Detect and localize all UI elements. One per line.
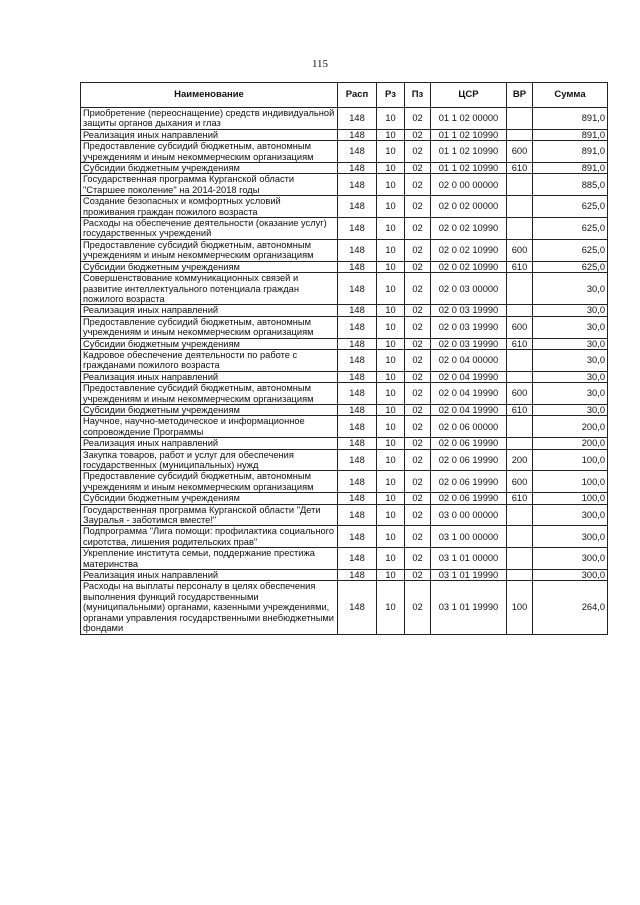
cell-name: Государственная программа Курганской области "Дети Зауралья - заботимся вместе!" [81, 504, 338, 526]
cell-sum: 100,0 [533, 471, 608, 493]
cell-vr [507, 570, 533, 581]
cell-pz: 02 [405, 404, 431, 415]
cell-vr [507, 504, 533, 526]
cell-sum: 300,0 [533, 504, 608, 526]
cell-rz: 10 [377, 349, 405, 371]
cell-csr: 01 1 02 10990 [431, 141, 507, 163]
cell-rz: 10 [377, 239, 405, 261]
cell-pz: 02 [405, 383, 431, 405]
cell-name: Предоставление субсидий бюджетным, автономным учреждениям и иным некоммерческим организациям [81, 239, 338, 261]
cell-csr: 02 0 02 10990 [431, 239, 507, 261]
cell-pz: 02 [405, 141, 431, 163]
cell-rasp: 148 [338, 438, 377, 449]
cell-pz: 02 [405, 371, 431, 382]
cell-csr: 01 1 02 00000 [431, 108, 507, 130]
cell-name: Приобретение (переоснащение) средств индивидуальной защиты органов дыхания и глаз [81, 108, 338, 130]
cell-name: Реализация иных направлений [81, 129, 338, 140]
cell-pz: 02 [405, 305, 431, 316]
cell-sum: 30,0 [533, 349, 608, 371]
cell-vr [507, 416, 533, 438]
table-row [81, 316, 608, 338]
cell-name: Реализация иных направлений [81, 371, 338, 382]
cell-sum: 625,0 [533, 196, 608, 218]
cell-csr: 02 0 04 19990 [431, 383, 507, 405]
table-row [81, 349, 608, 371]
table-row [81, 471, 608, 493]
cell-csr: 02 0 04 19990 [431, 404, 507, 415]
cell-rasp: 148 [338, 548, 377, 570]
table-row [81, 493, 608, 504]
header-vr: ВР [507, 83, 533, 108]
cell-rz: 10 [377, 526, 405, 548]
cell-rz: 10 [377, 108, 405, 130]
cell-csr: 03 0 00 00000 [431, 504, 507, 526]
cell-rz: 10 [377, 449, 405, 471]
cell-rasp: 148 [338, 581, 377, 634]
cell-vr: 610 [507, 261, 533, 272]
cell-vr: 100 [507, 581, 533, 634]
cell-rasp: 148 [338, 449, 377, 471]
cell-csr: 02 0 06 19990 [431, 438, 507, 449]
cell-name: Предоставление субсидий бюджетным, автономным учреждениям и иным некоммерческим организациям [81, 383, 338, 405]
cell-rz: 10 [377, 196, 405, 218]
cell-sum: 200,0 [533, 438, 608, 449]
cell-csr: 02 0 03 19990 [431, 338, 507, 349]
cell-vr: 600 [507, 383, 533, 405]
cell-name: Государственная программа Курганской области "Старшее поколение" на 2014-2018 годы [81, 174, 338, 196]
cell-vr [507, 196, 533, 218]
cell-name: Закупка товаров, работ и услуг для обеспечения государственных (муниципальных) нужд [81, 449, 338, 471]
cell-pz: 02 [405, 316, 431, 338]
cell-rasp: 148 [338, 163, 377, 174]
table-row [81, 383, 608, 405]
table-row [81, 570, 608, 581]
header-name: Наименование [81, 83, 338, 108]
cell-sum: 625,0 [533, 218, 608, 240]
cell-vr [507, 371, 533, 382]
cell-sum: 300,0 [533, 526, 608, 548]
table-row [81, 174, 608, 196]
cell-pz: 02 [405, 449, 431, 471]
cell-csr: 03 1 00 00000 [431, 526, 507, 548]
cell-rasp: 148 [338, 305, 377, 316]
table-row [81, 141, 608, 163]
cell-rz: 10 [377, 305, 405, 316]
cell-csr: 02 0 06 00000 [431, 416, 507, 438]
cell-csr: 02 0 02 10990 [431, 261, 507, 272]
cell-name: Субсидии бюджетным учреждениям [81, 493, 338, 504]
cell-rasp: 148 [338, 504, 377, 526]
cell-vr: 600 [507, 239, 533, 261]
cell-rz: 10 [377, 141, 405, 163]
table-row [81, 196, 608, 218]
cell-csr: 02 0 02 10990 [431, 218, 507, 240]
cell-pz: 02 [405, 239, 431, 261]
table-row [81, 163, 608, 174]
cell-pz: 02 [405, 349, 431, 371]
cell-pz: 02 [405, 493, 431, 504]
cell-rasp: 148 [338, 239, 377, 261]
cell-sum: 264,0 [533, 581, 608, 634]
cell-vr: 610 [507, 163, 533, 174]
cell-vr: 600 [507, 141, 533, 163]
cell-sum: 30,0 [533, 338, 608, 349]
cell-name: Подпрограмма "Лига помощи: профилактика социального сиротства, лишения родительских прав" [81, 526, 338, 548]
cell-sum: 891,0 [533, 108, 608, 130]
cell-pz: 02 [405, 196, 431, 218]
cell-rasp: 148 [338, 570, 377, 581]
table-row [81, 581, 608, 634]
cell-vr: 610 [507, 493, 533, 504]
table-row [81, 239, 608, 261]
table-row [81, 438, 608, 449]
cell-sum: 891,0 [533, 129, 608, 140]
cell-csr: 02 0 03 19990 [431, 305, 507, 316]
cell-pz: 02 [405, 548, 431, 570]
cell-name: Укрепление института семьи, поддержание престижа материнства [81, 548, 338, 570]
cell-rasp: 148 [338, 371, 377, 382]
cell-vr: 610 [507, 338, 533, 349]
cell-rz: 10 [377, 174, 405, 196]
cell-rz: 10 [377, 261, 405, 272]
table-row [81, 449, 608, 471]
cell-csr: 02 0 06 19990 [431, 471, 507, 493]
table-body [81, 108, 608, 635]
cell-rasp: 148 [338, 196, 377, 218]
cell-name: Научное, научно-методическое и информационное сопровождение Программы [81, 416, 338, 438]
cell-rasp: 148 [338, 108, 377, 130]
cell-rz: 10 [377, 129, 405, 140]
cell-csr: 02 0 00 00000 [431, 174, 507, 196]
cell-rz: 10 [377, 338, 405, 349]
cell-vr [507, 129, 533, 140]
cell-rz: 10 [377, 371, 405, 382]
table-row [81, 129, 608, 140]
cell-vr [507, 108, 533, 130]
cell-pz: 02 [405, 261, 431, 272]
cell-pz: 02 [405, 504, 431, 526]
table-row [81, 261, 608, 272]
cell-name: Предоставление субсидий бюджетным, автономным учреждениям и иным некоммерческим организациям [81, 141, 338, 163]
cell-rz: 10 [377, 581, 405, 634]
cell-pz: 02 [405, 218, 431, 240]
cell-rz: 10 [377, 316, 405, 338]
cell-rz: 10 [377, 548, 405, 570]
cell-sum: 30,0 [533, 383, 608, 405]
cell-rz: 10 [377, 493, 405, 504]
cell-csr: 03 1 01 19990 [431, 581, 507, 634]
cell-rz: 10 [377, 416, 405, 438]
cell-name: Предоставление субсидий бюджетным, автономным учреждениям и иным некоммерческим организациям [81, 471, 338, 493]
cell-rasp: 148 [338, 316, 377, 338]
cell-pz: 02 [405, 163, 431, 174]
cell-rz: 10 [377, 163, 405, 174]
cell-csr: 02 0 04 19990 [431, 371, 507, 382]
table-row [81, 548, 608, 570]
cell-sum: 100,0 [533, 449, 608, 471]
cell-rasp: 148 [338, 338, 377, 349]
cell-name: Реализация иных направлений [81, 570, 338, 581]
cell-rasp: 148 [338, 471, 377, 493]
cell-sum: 30,0 [533, 371, 608, 382]
cell-csr: 02 0 02 00000 [431, 196, 507, 218]
cell-rz: 10 [377, 404, 405, 415]
cell-rasp: 148 [338, 383, 377, 405]
cell-rz: 10 [377, 570, 405, 581]
cell-rz: 10 [377, 218, 405, 240]
cell-rasp: 148 [338, 404, 377, 415]
cell-sum: 625,0 [533, 239, 608, 261]
table-header-row [81, 83, 608, 108]
cell-vr [507, 305, 533, 316]
cell-name: Субсидии бюджетным учреждениям [81, 404, 338, 415]
cell-sum: 30,0 [533, 316, 608, 338]
table-row [81, 338, 608, 349]
table-row [81, 404, 608, 415]
cell-name: Совершенствование коммуникационных связей и развитие интеллектуального потенциала граждан пожилого возраста [81, 273, 338, 305]
cell-rasp: 148 [338, 218, 377, 240]
cell-pz: 02 [405, 416, 431, 438]
table-row [81, 416, 608, 438]
header-rz: Рз [377, 83, 405, 108]
cell-name: Реализация иных направлений [81, 438, 338, 449]
cell-pz: 02 [405, 338, 431, 349]
header-csr: ЦСР [431, 83, 507, 108]
header-rasp: Расп [338, 83, 377, 108]
table-row [81, 504, 608, 526]
cell-name: Субсидии бюджетным учреждениям [81, 261, 338, 272]
cell-name: Кадровое обеспечение деятельности по работе с гражданами пожилого возраста [81, 349, 338, 371]
cell-rasp: 148 [338, 141, 377, 163]
cell-rz: 10 [377, 383, 405, 405]
cell-name: Расходы на обеспечение деятельности (оказание услуг) государственных учреждений [81, 218, 338, 240]
cell-csr: 02 0 06 19990 [431, 449, 507, 471]
cell-sum: 891,0 [533, 141, 608, 163]
cell-csr: 03 1 01 00000 [431, 548, 507, 570]
cell-sum: 300,0 [533, 548, 608, 570]
cell-rz: 10 [377, 504, 405, 526]
cell-sum: 30,0 [533, 273, 608, 305]
cell-sum: 100,0 [533, 493, 608, 504]
cell-vr: 610 [507, 404, 533, 415]
cell-csr: 02 0 06 19990 [431, 493, 507, 504]
cell-vr [507, 349, 533, 371]
cell-pz: 02 [405, 526, 431, 548]
cell-sum: 300,0 [533, 570, 608, 581]
cell-csr: 02 0 04 00000 [431, 349, 507, 371]
header-sum: Сумма [533, 83, 608, 108]
cell-csr: 03 1 01 19990 [431, 570, 507, 581]
table-row [81, 526, 608, 548]
cell-rz: 10 [377, 438, 405, 449]
cell-sum: 30,0 [533, 305, 608, 316]
cell-pz: 02 [405, 581, 431, 634]
cell-vr [507, 548, 533, 570]
cell-pz: 02 [405, 570, 431, 581]
cell-pz: 02 [405, 108, 431, 130]
cell-name: Реализация иных направлений [81, 305, 338, 316]
cell-name: Предоставление субсидий бюджетным, автономным учреждениям и иным некоммерческим организациям [81, 316, 338, 338]
cell-vr [507, 174, 533, 196]
table-row [81, 305, 608, 316]
cell-name: Создание безопасных и комфортных условий проживания граждан пожилого возраста [81, 196, 338, 218]
cell-vr: 600 [507, 471, 533, 493]
cell-csr: 01 1 02 10990 [431, 163, 507, 174]
cell-pz: 02 [405, 174, 431, 196]
cell-rasp: 148 [338, 349, 377, 371]
page-number: 115 [311, 58, 329, 70]
cell-name: Расходы на выплаты персоналу в целях обеспечения выполнения функций государственными (муниципальными) органами, казенными учреждениями, органами управления государственными внебюджетными фондами [81, 581, 338, 634]
cell-pz: 02 [405, 471, 431, 493]
cell-csr: 02 0 03 19990 [431, 316, 507, 338]
cell-pz: 02 [405, 273, 431, 305]
cell-rasp: 148 [338, 416, 377, 438]
cell-csr: 02 0 03 00000 [431, 273, 507, 305]
budget-table [80, 82, 608, 635]
table-row [81, 273, 608, 305]
header-pz: Пз [405, 83, 431, 108]
cell-vr [507, 438, 533, 449]
cell-csr: 01 1 02 10990 [431, 129, 507, 140]
cell-rz: 10 [377, 471, 405, 493]
table-row [81, 371, 608, 382]
cell-sum: 625,0 [533, 261, 608, 272]
cell-sum: 30,0 [533, 404, 608, 415]
cell-vr: 600 [507, 316, 533, 338]
cell-sum: 200,0 [533, 416, 608, 438]
cell-rz: 10 [377, 273, 405, 305]
cell-pz: 02 [405, 438, 431, 449]
cell-vr [507, 526, 533, 548]
cell-name: Субсидии бюджетным учреждениям [81, 338, 338, 349]
cell-vr [507, 218, 533, 240]
cell-vr: 200 [507, 449, 533, 471]
cell-sum: 885,0 [533, 174, 608, 196]
cell-name: Субсидии бюджетным учреждениям [81, 163, 338, 174]
table-row [81, 218, 608, 240]
cell-rasp: 148 [338, 261, 377, 272]
cell-rasp: 148 [338, 174, 377, 196]
cell-pz: 02 [405, 129, 431, 140]
cell-sum: 891,0 [533, 163, 608, 174]
cell-rasp: 148 [338, 273, 377, 305]
cell-rasp: 148 [338, 526, 377, 548]
table-row [81, 108, 608, 130]
cell-rasp: 148 [338, 493, 377, 504]
cell-vr [507, 273, 533, 305]
cell-rasp: 148 [338, 129, 377, 140]
